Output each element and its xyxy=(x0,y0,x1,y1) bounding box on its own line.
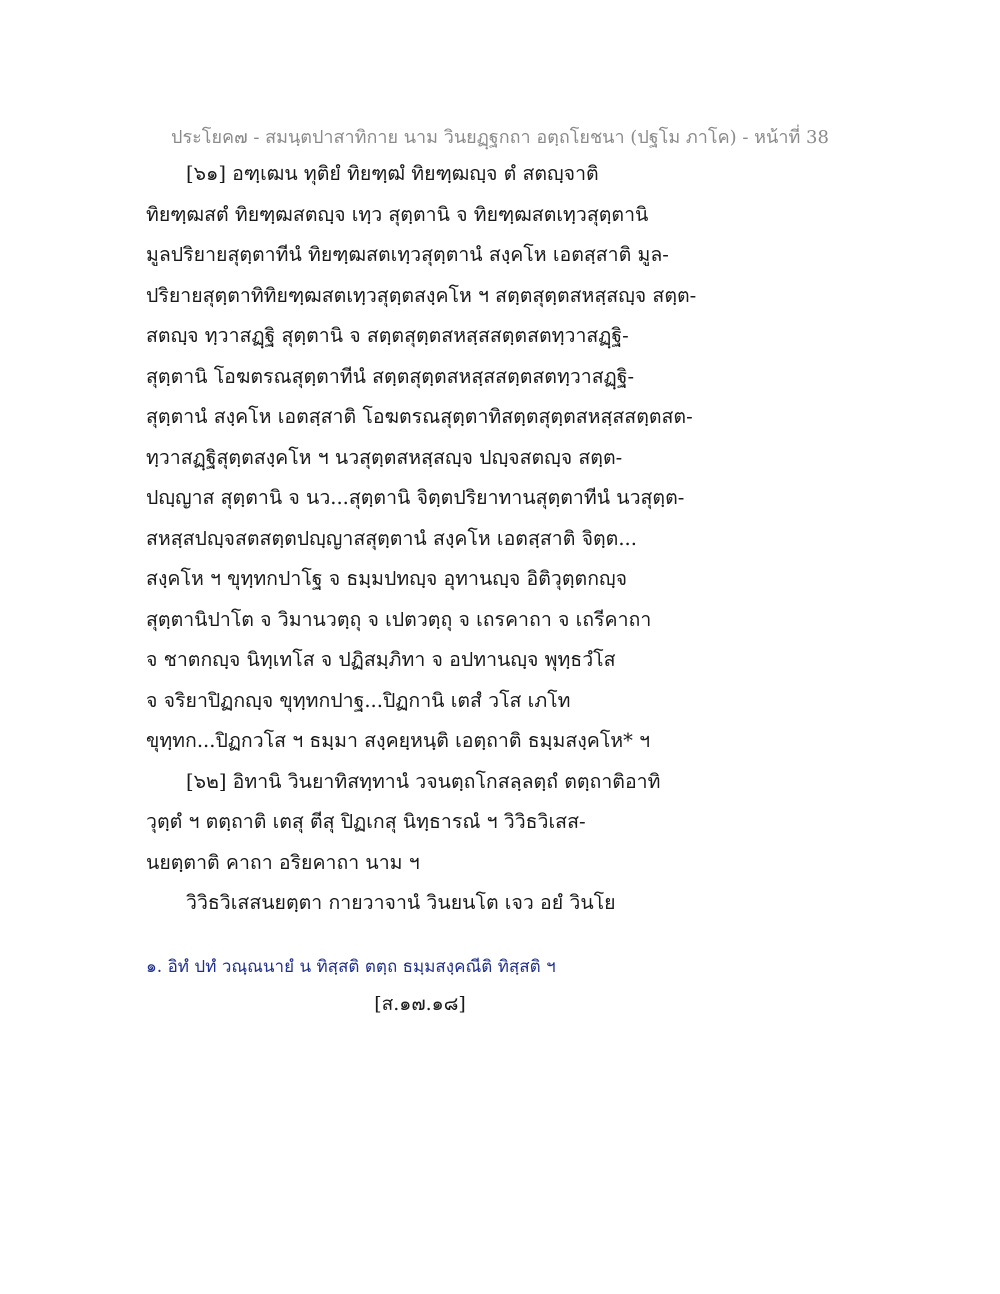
text-line: สงฺคโห ฯ ขุทฺทกปาโฐ จ ธมฺมปทญฺจ อุทานญฺจ อิติวุตฺตกญฺจ xyxy=(146,567,628,590)
body-text xyxy=(146,154,706,924)
paragraph-62-first-line: [๖๒] อิทานิ วินยาทิสทฺทานํ วจนตฺถโกสลฺลตฺถํ ตตฺถาติอาทิ xyxy=(186,769,661,793)
footnote: ๑. อิทํ ปทํ วณฺณนายํ น ทิสฺสติ ตตฺถ ธมฺมสงฺคณีติ ทิสฺสติ ฯ xyxy=(146,957,556,977)
text-line: มูลปริยายสุตฺตาทีนํ ทิยฑฺฒสตเทฺวสุตฺตานํ สงฺคโห เอตสฺสาติ มูล- xyxy=(146,243,669,266)
text-line: ทฺวาสฏฺฐิสุตฺตสงฺคโห ฯ นวสุตฺตสหสฺสญฺจ ปญฺจสตญฺจ สตฺต- xyxy=(146,445,623,469)
text-line: สุตฺตานิ โอฆตรณสุตฺตาทีนํ สตฺตสุตฺตสหสฺสสตฺตสตทฺวาสฏฺฐิ- xyxy=(146,364,635,388)
text-line: ปญฺญาส สุตฺตานิ จ นว...สุตฺตานิ จิตฺตปริยาทานสุตฺตาทีนํ นวสุตฺต- xyxy=(146,486,685,509)
text-line: จ ชาตกญฺจ นิทฺเทโส จ ปฏิสมฺภิทา จ อปทานญฺจ พุทฺธวํโส xyxy=(146,648,616,671)
paragraph-61-first-line: [๖๑] อฑฺเฒน ทุติยํ ทิยฑฺฒํ ทิยฑฺฒญฺจ ตํ สตญฺจาติ xyxy=(186,162,599,185)
text-line: ปริยายสุตฺตาทิทิยฑฺฒสตเทฺวสุตฺตสงฺคโห ฯ สตฺตสุตฺตสหสฺสญฺจ สตฺต- xyxy=(146,283,697,307)
text-line: ทิยฑฺฒสตํ ทิยฑฺฒสตญฺจ เทฺว สุตฺตานิ จ ทิยฑฺฒสตเทฺวสุตฺตานิ xyxy=(146,202,649,226)
text-line: สุตฺตานิปาโต จ วิมานวตฺถุ จ เปตวตฺถุ จ เถรคาถา จ เถรีคาถา xyxy=(146,607,652,631)
text-line: ขุทฺทก...ปิฏกวโส ฯ ธมฺมา สงฺคยฺหนฺติ เอตฺถาติ ธมฺมสงฺคโห* ฯ xyxy=(146,729,651,752)
verse-line: วิวิธวิเสสนยตฺตา กายวาจานํ วินยนโต เจว อยํ วินโย xyxy=(186,891,616,914)
text-line: สหสฺสปญฺจสตสตฺตปญฺญาสสุตฺตานํ สงฺคโห เอตสฺสาติ จิตฺต... xyxy=(146,526,637,550)
text-line: จ จริยาปิฏกญฺจ ขุทฺทกปาฐ...ปิฏกานิ เตสํ วโส เภโท xyxy=(146,688,571,712)
page-reference: [ส.๑๗.๑๘] xyxy=(374,993,466,1015)
running-header: ประโยค๗ - สมนฺตปาสาทิกาย นาม วินยฏฺฐกถา อตฺถโยชนา (ปฐโม ภาโค) - หน้าที่ 38 xyxy=(171,127,829,148)
text-line: นยตฺตาติ คาถา อริยคาถา นาม ฯ xyxy=(146,850,420,874)
text-line: สตญฺจ ทฺวาสฏฺฐิ สุตฺตานิ จ สตฺตสุตฺตสหสฺสสตฺตสตทฺวาสฏฺฐิ- xyxy=(146,324,629,347)
text-line: สุตฺตานํ สงฺคโห เอตสฺสาติ โอฆตรณสุตฺตาทิสตฺตสุตฺตสหสฺสสตฺตสต- xyxy=(146,405,693,428)
text-line: วุตฺตํ ฯ ตตฺถาติ เตสุ ตีสุ ปิฏเกสุ นิทฺธารณํ ฯ วิวิธวิเสส- xyxy=(146,810,586,833)
